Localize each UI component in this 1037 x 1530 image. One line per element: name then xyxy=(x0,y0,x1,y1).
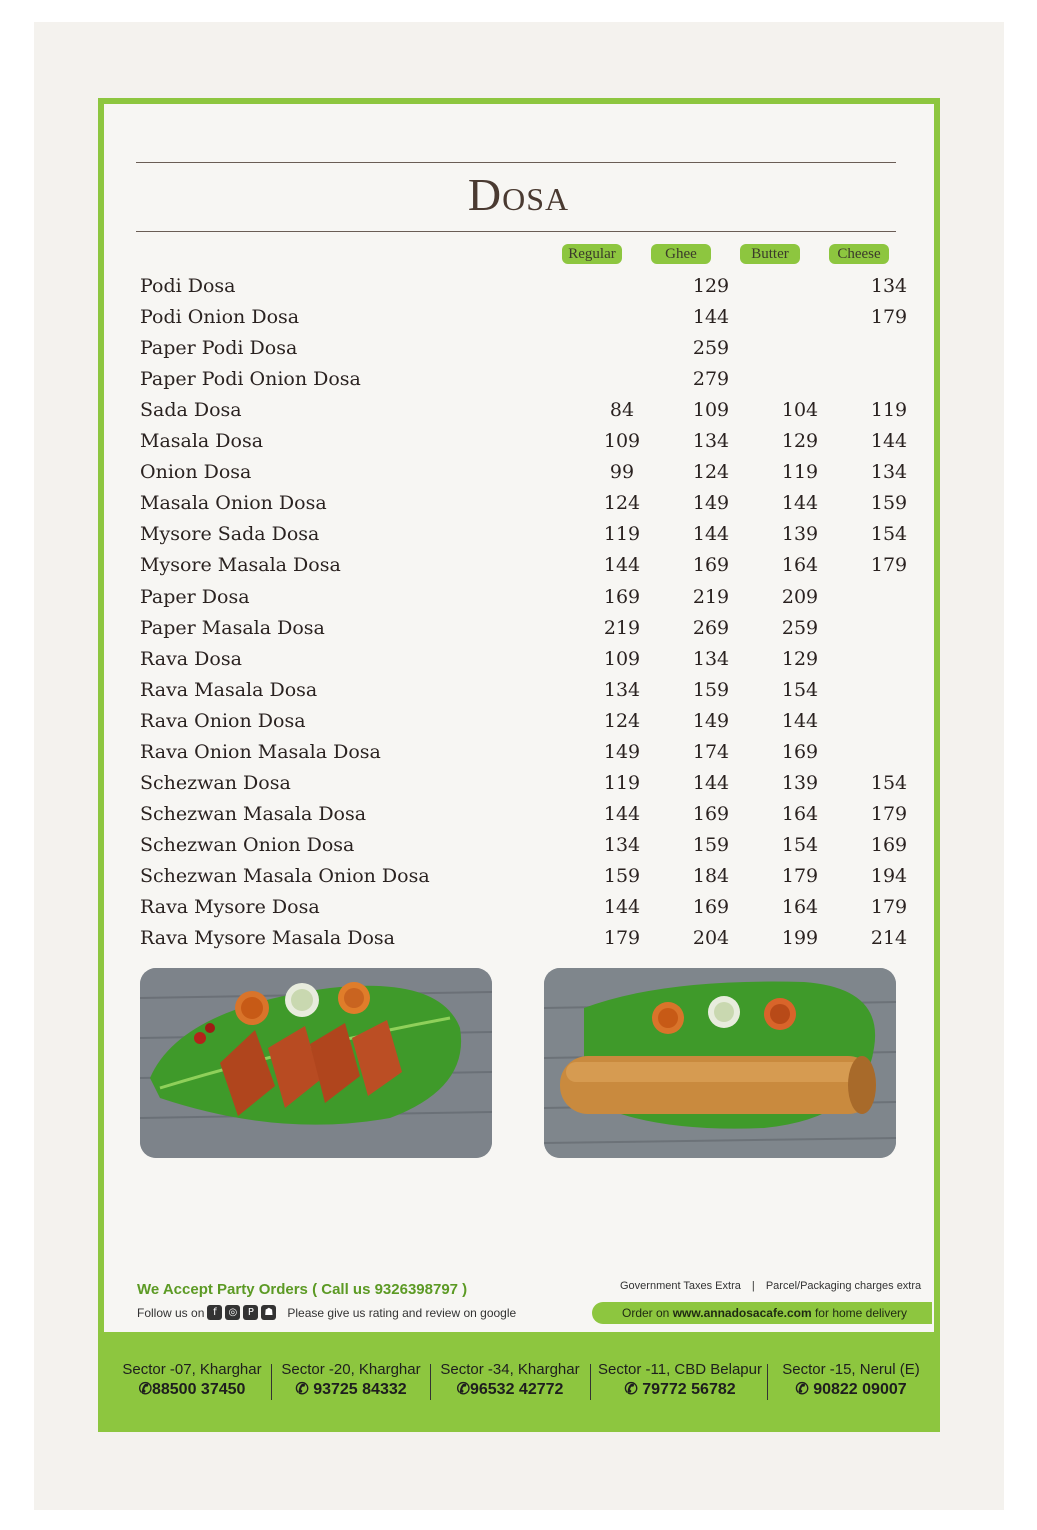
menu-item-name: Schezwan Masala Dosa xyxy=(140,802,367,825)
tax-note: Government Taxes Extra | Parcel/Packaging charges extra xyxy=(620,1280,922,1292)
price-ghee: 144 xyxy=(692,771,730,794)
price-ghee: 134 xyxy=(692,430,730,453)
price-butter: 164 xyxy=(781,554,819,577)
price-cheese: 154 xyxy=(870,771,908,794)
price-ghee: 204 xyxy=(692,927,730,950)
menu-item-name: Rava Masala Dosa xyxy=(140,678,318,701)
price-regular: 124 xyxy=(603,709,641,732)
menu-item-row xyxy=(140,613,900,644)
price-ghee: 124 xyxy=(692,461,730,484)
menu-item-row xyxy=(140,519,908,550)
menu-item-name: Rava Onion Masala Dosa xyxy=(140,740,381,763)
branch-phone[interactable]: 96532 42772 xyxy=(469,1381,564,1398)
menu-item-name: Schezwan Masala Onion Dosa xyxy=(140,864,430,887)
follow-us-label: Follow us on xyxy=(137,1305,205,1320)
price-ghee: 219 xyxy=(692,585,730,608)
price-cheese: 179 xyxy=(870,554,908,577)
price-ghee: 129 xyxy=(692,275,730,297)
price-regular: 159 xyxy=(603,864,641,887)
price-butter: 139 xyxy=(781,523,819,546)
taxes-text: Government Taxes Extra xyxy=(620,1280,741,1292)
price-butter: 164 xyxy=(781,896,819,918)
menu-item-row xyxy=(140,271,908,302)
branch-2 xyxy=(273,1360,429,1400)
menu-item-row xyxy=(140,830,908,861)
price-ghee: 144 xyxy=(692,306,730,329)
price-regular: 119 xyxy=(603,771,641,794)
pinterest-icon[interactable]: P xyxy=(243,1305,258,1320)
menu-item-row xyxy=(140,395,908,426)
menu-item-name: Schezwan Dosa xyxy=(140,771,291,794)
column-header-butter: Butter xyxy=(740,244,800,264)
branch-5 xyxy=(770,1360,932,1400)
price-cheese: 144 xyxy=(870,430,908,453)
menu-item-name: Paper Masala Dosa xyxy=(140,616,325,639)
phone-icon: ✆ xyxy=(624,1381,643,1398)
branch-1 xyxy=(114,1360,270,1400)
price-butter: 144 xyxy=(781,492,819,515)
menu-item-row xyxy=(140,737,900,768)
branch-divider xyxy=(271,1364,272,1400)
paper-dosa-illustration xyxy=(544,968,896,1158)
price-cheese: 214 xyxy=(870,927,908,950)
price-regular: 109 xyxy=(603,430,641,453)
price-ghee: 259 xyxy=(692,337,730,360)
facebook-icon[interactable]: f xyxy=(207,1305,222,1320)
column-header-ghee: Ghee xyxy=(651,244,711,264)
paper-dosa-photo xyxy=(544,968,896,1158)
party-orders-text: We Accept Party Orders ( Call us 9326398797 ) xyxy=(137,1281,468,1298)
price-butter: 129 xyxy=(781,647,819,670)
phone-icon: ✆ xyxy=(795,1381,814,1398)
menu-item-row xyxy=(140,644,900,675)
price-butter: 169 xyxy=(781,740,819,763)
price-ghee: 184 xyxy=(692,864,730,887)
order-prefix: Order on xyxy=(622,1306,673,1320)
podi-dosa-illustration xyxy=(140,968,492,1158)
price-butter: 104 xyxy=(781,399,819,422)
packaging-text: Parcel/Packaging charges extra xyxy=(765,1280,922,1292)
menu-item-name: Podi Dosa xyxy=(140,275,236,297)
branch-4 xyxy=(592,1360,768,1400)
menu-item-name: Rava Onion Dosa xyxy=(140,709,306,732)
menu-item-row xyxy=(140,923,908,954)
price-ghee: 144 xyxy=(692,523,730,546)
menu-item-name: Mysore Sada Dosa xyxy=(140,523,320,546)
branch-location: Sector -20, Kharghar xyxy=(281,1361,421,1378)
price-regular: 219 xyxy=(603,616,641,639)
price-butter: 199 xyxy=(781,927,819,950)
price-ghee: 134 xyxy=(692,647,730,670)
price-regular: 179 xyxy=(603,927,641,950)
price-ghee: 169 xyxy=(692,554,730,577)
price-regular: 134 xyxy=(603,833,641,856)
price-regular: 124 xyxy=(603,492,641,515)
menu-item-row xyxy=(140,333,900,364)
page-title: Dosa xyxy=(467,169,570,220)
price-cheese: 179 xyxy=(870,896,908,918)
price-butter: 129 xyxy=(781,430,819,453)
price-cheese: 179 xyxy=(870,802,908,825)
menu-item-name: Podi Onion Dosa xyxy=(140,306,300,329)
menu-item-name: Onion Dosa xyxy=(140,461,252,484)
price-cheese: 154 xyxy=(870,523,908,546)
price-butter: 144 xyxy=(781,709,819,732)
menu-item-row xyxy=(140,488,908,519)
menu-item-name: Paper Podi Onion Dosa xyxy=(140,368,361,391)
price-cheese: 134 xyxy=(870,461,908,484)
branch-phone[interactable]: 79772 56782 xyxy=(642,1381,736,1398)
branch-divider xyxy=(430,1364,431,1400)
menu-item-row xyxy=(140,457,908,488)
price-ghee: 279 xyxy=(692,368,730,391)
title-rule-top xyxy=(136,162,896,163)
phone-icon: ✆ xyxy=(456,1381,470,1398)
menu-item-row xyxy=(140,861,908,892)
menu-item-name: Paper Dosa xyxy=(140,585,250,608)
price-butter: 119 xyxy=(781,461,819,484)
branch-divider xyxy=(767,1364,768,1400)
price-cheese: 169 xyxy=(870,833,908,856)
branch-phone[interactable]: 88500 37450 xyxy=(151,1381,246,1398)
price-regular: 144 xyxy=(603,554,641,577)
title-rule-bottom xyxy=(136,231,896,232)
price-butter: 179 xyxy=(781,864,819,887)
branch-phone[interactable]: 93725 84332 xyxy=(313,1381,407,1398)
price-regular: 99 xyxy=(609,461,635,484)
menu-item-name: Rava Mysore Dosa xyxy=(140,896,320,918)
price-cheese: 179 xyxy=(870,306,908,329)
column-header-cheese: Cheese xyxy=(829,244,889,264)
podi-dosa-photo xyxy=(140,968,492,1158)
price-butter: 154 xyxy=(781,678,819,701)
price-ghee: 109 xyxy=(692,399,730,422)
price-ghee: 159 xyxy=(692,833,730,856)
branch-3 xyxy=(432,1360,588,1400)
price-ghee: 159 xyxy=(692,678,730,701)
price-cheese: 119 xyxy=(870,399,908,422)
menu-item-name: Sada Dosa xyxy=(140,399,242,422)
branch-phone[interactable]: 90822 09007 xyxy=(813,1381,907,1398)
price-butter: 259 xyxy=(781,616,819,639)
price-cheese: 159 xyxy=(870,492,908,515)
price-regular: 144 xyxy=(603,896,641,918)
menu-item-row xyxy=(140,426,908,457)
menu-item-name: Masala Onion Dosa xyxy=(140,492,327,515)
price-ghee: 269 xyxy=(692,616,730,639)
menu-item-row xyxy=(140,675,900,706)
order-text xyxy=(622,1306,907,1320)
menu-item-row xyxy=(140,892,908,923)
menu-item-name: Paper Podi Dosa xyxy=(140,337,298,360)
snapchat-icon[interactable]: ☗ xyxy=(261,1305,276,1320)
order-website-link[interactable]: www.annadosacafe.com xyxy=(672,1306,812,1320)
branch-divider xyxy=(590,1364,591,1400)
price-butter: 154 xyxy=(781,833,819,856)
price-ghee: 169 xyxy=(692,802,730,825)
price-regular: 169 xyxy=(603,585,641,608)
price-ghee: 149 xyxy=(692,709,730,732)
price-regular: 84 xyxy=(609,399,635,422)
branch-location: Sector -07, Kharghar xyxy=(122,1361,262,1378)
menu-item-row xyxy=(140,364,900,395)
menu-item-row xyxy=(140,799,908,830)
price-ghee: 169 xyxy=(692,896,730,918)
menu-item-row xyxy=(140,582,900,613)
review-text: Please give us rating and review on google xyxy=(287,1305,517,1320)
price-cheese: 194 xyxy=(870,864,908,887)
price-butter: 164 xyxy=(781,802,819,825)
follow-us-row xyxy=(137,1305,516,1320)
price-ghee: 149 xyxy=(692,492,730,515)
order-suffix: for home delivery xyxy=(811,1306,908,1320)
menu-item-row xyxy=(140,302,908,333)
branch-location: Sector -11, CBD Belapur xyxy=(598,1361,762,1378)
price-ghee: 174 xyxy=(692,740,730,763)
price-regular: 134 xyxy=(603,678,641,701)
price-butter: 209 xyxy=(781,585,819,608)
instagram-icon[interactable]: ◎ xyxy=(225,1305,240,1320)
menu-item-name: Rava Mysore Masala Dosa xyxy=(140,927,395,950)
menu-item-row xyxy=(140,706,900,737)
menu-item-name: Mysore Masala Dosa xyxy=(140,554,341,577)
menu-item-row xyxy=(140,768,908,799)
menu-item-row xyxy=(140,550,908,581)
column-header-regular: Regular xyxy=(562,244,622,264)
price-regular: 119 xyxy=(603,523,641,546)
branch-location: Sector -15, Nerul (E) xyxy=(782,1361,920,1378)
price-regular: 109 xyxy=(603,647,641,670)
menu-item-name: Rava Dosa xyxy=(140,647,242,670)
menu-item-name: Masala Dosa xyxy=(140,430,264,453)
price-cheese: 134 xyxy=(870,275,908,297)
phone-icon: ✆ xyxy=(138,1381,152,1398)
price-butter: 139 xyxy=(781,771,819,794)
branch-location: Sector -34, Kharghar xyxy=(440,1361,580,1378)
price-regular: 144 xyxy=(603,802,641,825)
phone-icon: ✆ xyxy=(295,1381,314,1398)
price-regular: 149 xyxy=(603,740,641,763)
menu-item-name: Schezwan Onion Dosa xyxy=(140,833,355,856)
